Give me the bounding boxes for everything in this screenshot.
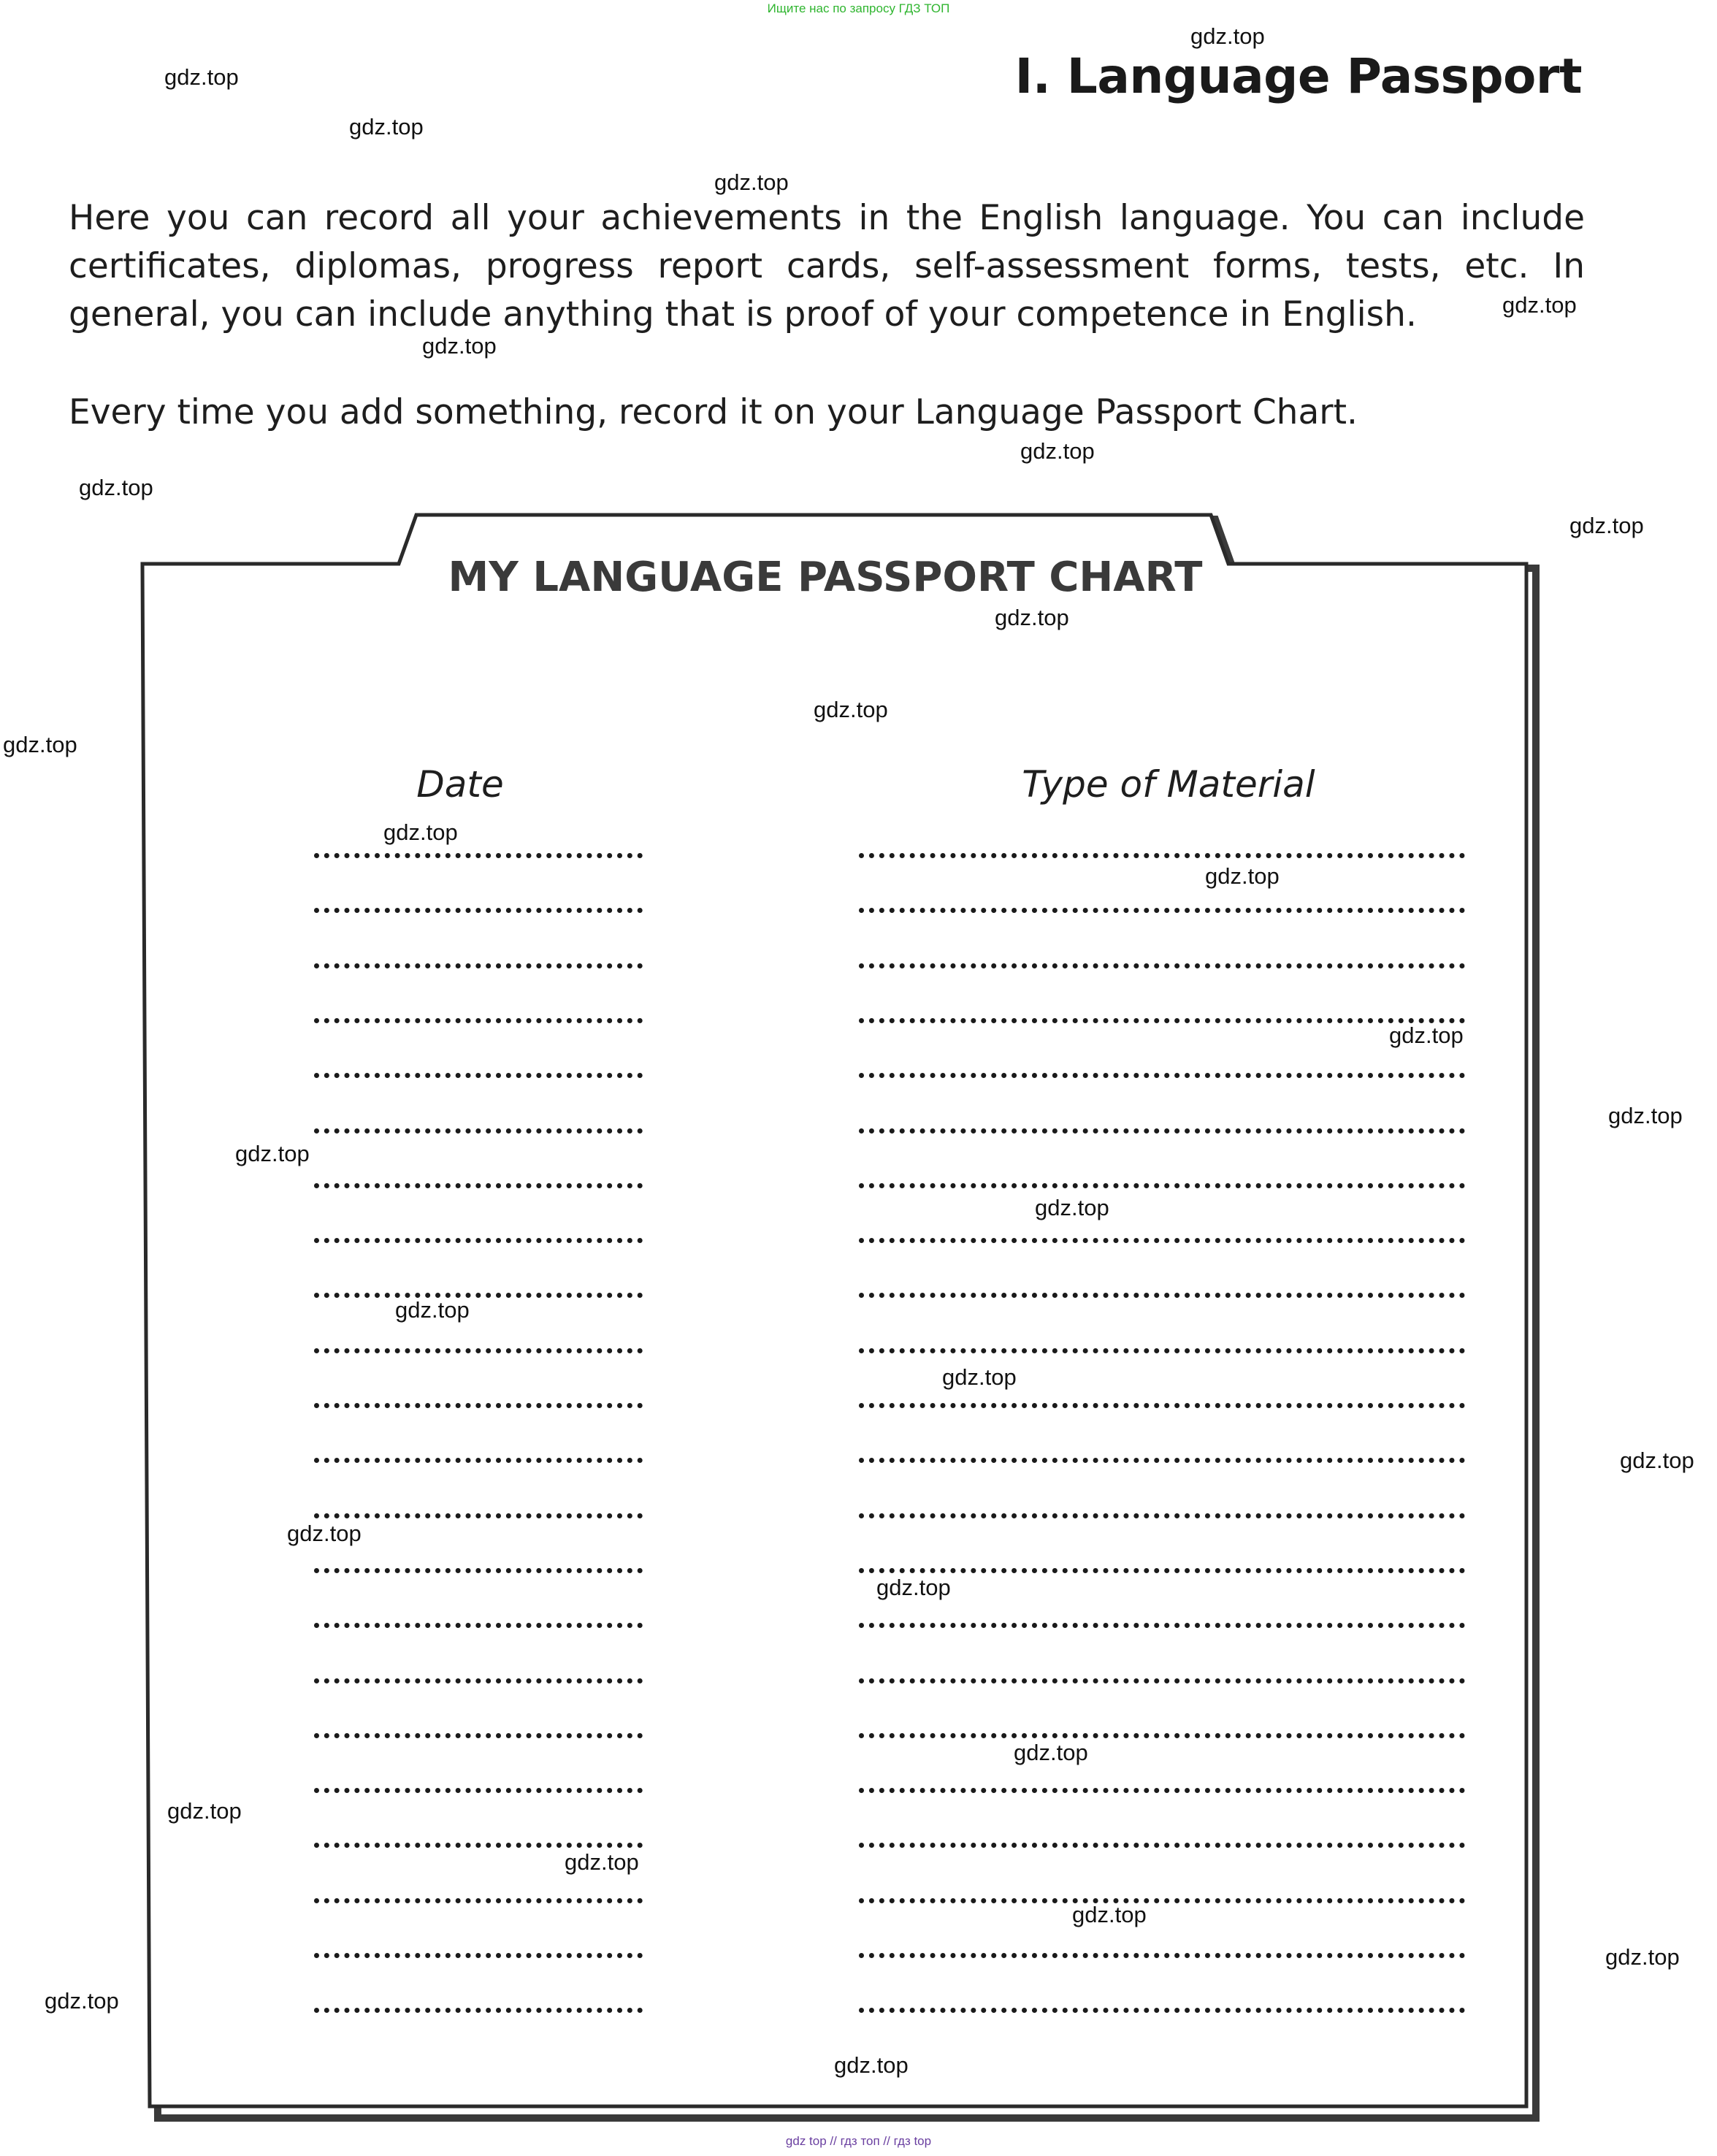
date-entry-line[interactable] (314, 1403, 643, 1408)
watermark-text: gdz.top (164, 64, 239, 90)
watermark-text: gdz.top (167, 1798, 242, 1824)
watermark-text: gdz.top (395, 1297, 470, 1323)
watermark-text: gdz.top (1190, 23, 1265, 49)
material-entry-line[interactable] (859, 1073, 1465, 1078)
watermark-text: gdz.top (1620, 1448, 1694, 1473)
material-entry-line[interactable] (859, 1128, 1465, 1134)
watermark-text: gdz.top (1072, 1902, 1147, 1927)
date-entry-line[interactable] (314, 1513, 643, 1518)
date-entry-line[interactable] (314, 1898, 643, 1903)
watermark-text: gdz.top (834, 2052, 909, 2078)
watermark-text: gdz.top (1605, 1944, 1680, 1970)
watermark-text: gdz.top (1035, 1195, 1109, 1220)
watermark-text: gdz.top (1020, 438, 1095, 464)
watermark-text: gdz.top (942, 1364, 1017, 1390)
material-entry-line[interactable] (859, 1788, 1465, 1793)
material-entry-line[interactable] (859, 963, 1465, 968)
date-entry-line[interactable] (314, 1073, 643, 1078)
watermark-text: gdz.top (714, 169, 789, 195)
material-entry-line[interactable] (859, 1458, 1465, 1463)
date-column-header: Date (416, 763, 504, 806)
intro-instruction: Every time you add something, record it on your Language Passport Chart. (69, 392, 1358, 432)
material-entry-line[interactable] (859, 1348, 1465, 1353)
date-entry-line[interactable] (314, 1128, 643, 1134)
date-entry-line[interactable] (314, 1348, 643, 1353)
watermark-text: gdz.top (349, 114, 424, 139)
watermark-text: gdz.top (235, 1141, 310, 1166)
watermark-text: gdz.top (79, 475, 153, 500)
date-entry-line[interactable] (314, 1733, 643, 1738)
material-entry-line[interactable] (859, 1733, 1465, 1738)
watermark-text: gdz.top (45, 1988, 119, 2014)
material-entry-line[interactable] (859, 1403, 1465, 1408)
watermark-text: gdz.top (1502, 292, 1577, 318)
material-entry-line[interactable] (859, 2008, 1465, 2013)
watermark-text: gdz.top (814, 697, 888, 722)
material-entry-line[interactable] (859, 1843, 1465, 1848)
watermark-text: gdz.top (1014, 1740, 1088, 1765)
bottom-banner[interactable]: gdz top // гдз топ // гдз top (785, 2134, 932, 2148)
date-entry-line[interactable] (314, 2008, 643, 2013)
material-entry-line[interactable] (859, 1183, 1465, 1188)
watermark-text: gdz.top (422, 333, 497, 359)
date-entry-line[interactable] (314, 908, 643, 913)
watermark-text: gdz.top (565, 1849, 639, 1875)
chart-title: MY LANGUAGE PASSPORT CHART (448, 554, 1203, 601)
watermark-text: gdz.top (995, 605, 1069, 630)
type-of-material-column-header: Type of Material (1022, 763, 1315, 806)
date-entry-line[interactable] (314, 853, 643, 858)
watermark-text: gdz.top (1569, 513, 1644, 538)
material-entry-line[interactable] (859, 1513, 1465, 1518)
material-entry-line[interactable] (859, 1953, 1465, 1958)
material-entry-line[interactable] (859, 853, 1465, 858)
date-entry-line[interactable] (314, 1788, 643, 1793)
material-entry-line[interactable] (859, 1568, 1465, 1573)
material-entry-line[interactable] (859, 1238, 1465, 1243)
watermark-text: gdz.top (1389, 1022, 1464, 1048)
watermark-text: gdz.top (287, 1521, 362, 1546)
date-entry-line[interactable] (314, 963, 643, 968)
material-entry-line[interactable] (859, 1898, 1465, 1903)
date-entry-line[interactable] (314, 1953, 643, 1958)
material-entry-line[interactable] (859, 1018, 1465, 1023)
date-entry-line[interactable] (314, 1018, 643, 1023)
top-banner[interactable]: Ищите нас по запросу ГДЗ ТОП (767, 1, 950, 15)
watermark-text: gdz.top (3, 732, 77, 757)
intro-paragraph: Here you can record all your achievements in the English language. You can include certificates, diplomas, progress report cards, self-assessment forms, tests, etc. In general, you can include anything that is proof of your competence in English. (69, 198, 1585, 335)
date-entry-line[interactable] (314, 1568, 643, 1573)
date-entry-line[interactable] (314, 1843, 643, 1848)
material-entry-line[interactable] (859, 908, 1465, 913)
date-entry-line[interactable] (314, 1293, 643, 1298)
watermark-text: gdz.top (1205, 863, 1280, 889)
date-entry-line[interactable] (314, 1183, 643, 1188)
date-entry-line[interactable] (314, 1238, 643, 1243)
watermark-text: gdz.top (383, 819, 458, 845)
page-title: I. Language Passport (1014, 48, 1582, 104)
date-entry-line[interactable] (314, 1623, 643, 1628)
date-entry-line[interactable] (314, 1678, 643, 1683)
material-entry-line[interactable] (859, 1293, 1465, 1298)
date-entry-line[interactable] (314, 1458, 643, 1463)
material-entry-line[interactable] (859, 1623, 1465, 1628)
watermark-text: gdz.top (1608, 1103, 1683, 1128)
material-entry-line[interactable] (859, 1678, 1465, 1683)
watermark-text: gdz.top (876, 1575, 951, 1600)
